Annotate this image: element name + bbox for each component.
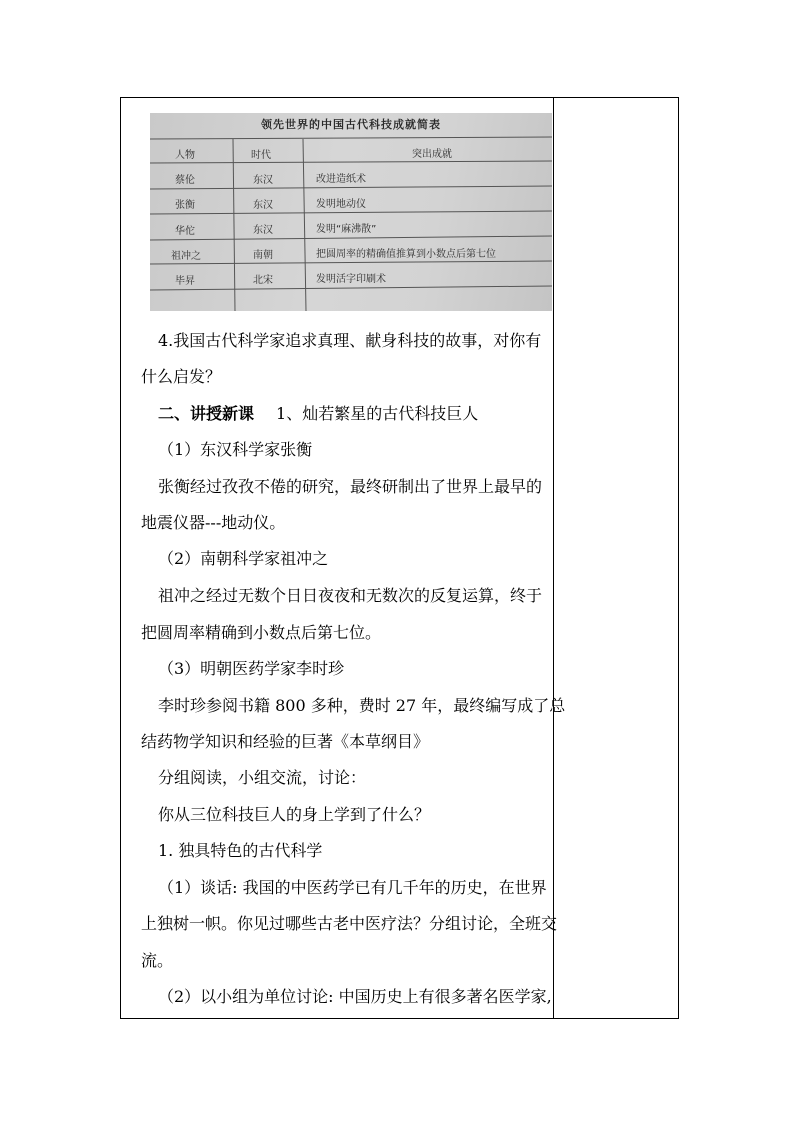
photo-table-title: 领先世界的中国古代科技成就简表 xyxy=(261,118,441,131)
photo-cell-person: 毕昇 xyxy=(175,276,195,287)
photo-cell-person: 祖冲之 xyxy=(171,251,201,262)
zhangheng-text-line1: 张衡经过孜孜不倦的研究，最终研制出了世界上最早的 xyxy=(158,477,543,496)
question-4-line2: 什么启发？ xyxy=(141,367,222,386)
zhangheng-text-line2: 地震仪器---地动仪。 xyxy=(141,513,286,532)
photo-cell-achievement: 发明地动仪 xyxy=(316,199,366,210)
subsection-zhangheng-title: （1）东汉科学家张衡 xyxy=(158,440,313,459)
talk-text-line1: （1）谈话: 我国的中医药学已有几千年的历史，在世界 xyxy=(158,878,547,897)
photo-cell-era: 北宋 xyxy=(253,275,273,286)
lesson-plan-table xyxy=(120,97,679,1019)
talk-text-line2: 上独树一帜。你见过哪些古老中医疗法？分组讨论，全班交 xyxy=(141,914,558,933)
group-reading-prompt: 分组阅读，小组交流，讨论： xyxy=(158,768,367,787)
photo-header-achievement: 突出成就 xyxy=(412,149,452,160)
question-4-line1: 4.我国古代科学家追求真理、献身科技的故事，对你有 xyxy=(158,331,542,350)
subsection-zuchongzhi-title: （2）南朝科学家祖冲之 xyxy=(158,549,329,568)
photo-cell-era: 东汉 xyxy=(253,175,273,186)
photo-cell-achievement: 发明活字印刷术 xyxy=(316,274,386,285)
photo-cell-era: 南朝 xyxy=(253,250,273,261)
achievement-table-photo xyxy=(150,113,552,311)
photo-cell-achievement: 改进造纸术 xyxy=(316,174,366,185)
section-2-label: 二、讲授新课 xyxy=(158,404,255,423)
photo-cell-achievement: 把圆周率的精确值推算到小数点后第七位 xyxy=(316,249,496,260)
lishizhen-text-line1: 李时珍参阅书籍 800 多种，费时 27 年，最终编写成了总 xyxy=(158,696,566,715)
section-2-heading xyxy=(158,405,478,423)
photo-cell-achievement: 发明“麻沸散” xyxy=(316,224,377,235)
photo-cell-era: 东汉 xyxy=(253,225,273,236)
photo-header-era: 时代 xyxy=(251,150,271,161)
photo-cell-person: 华佗 xyxy=(175,226,195,237)
photo-header-person: 人物 xyxy=(175,150,195,161)
group-discussion-line1: （2）以小组为单位讨论: 中国历史上有很多著名医学家, xyxy=(158,987,552,1006)
subsection-lishizhen-title: （3）明朝医药学家李时珍 xyxy=(158,659,345,678)
talk-text-line3: 流。 xyxy=(141,951,174,970)
notes-column-cell xyxy=(554,98,678,1018)
zuchongzhi-text-line2: 把圆周率精确到小数点后第七位。 xyxy=(141,623,382,642)
section-2-topic: 1、灿若繁星的古代科技巨人 xyxy=(276,404,479,423)
group-question: 你从三位科技巨人的身上学到了什么？ xyxy=(158,805,431,824)
lishizhen-text-line2: 结药物学知识和经验的巨著《本草纲目》 xyxy=(141,732,430,751)
zuchongzhi-text-line1: 祖冲之经过无数个日日夜夜和无数次的反复运算，终于 xyxy=(158,586,543,605)
section-ancient-science-heading: 1. 独具特色的古代科学 xyxy=(158,841,323,860)
photo-cell-person: 张衡 xyxy=(175,200,195,211)
photo-cell-person: 蔡伦 xyxy=(175,175,195,186)
photo-cell-era: 东汉 xyxy=(253,200,273,211)
